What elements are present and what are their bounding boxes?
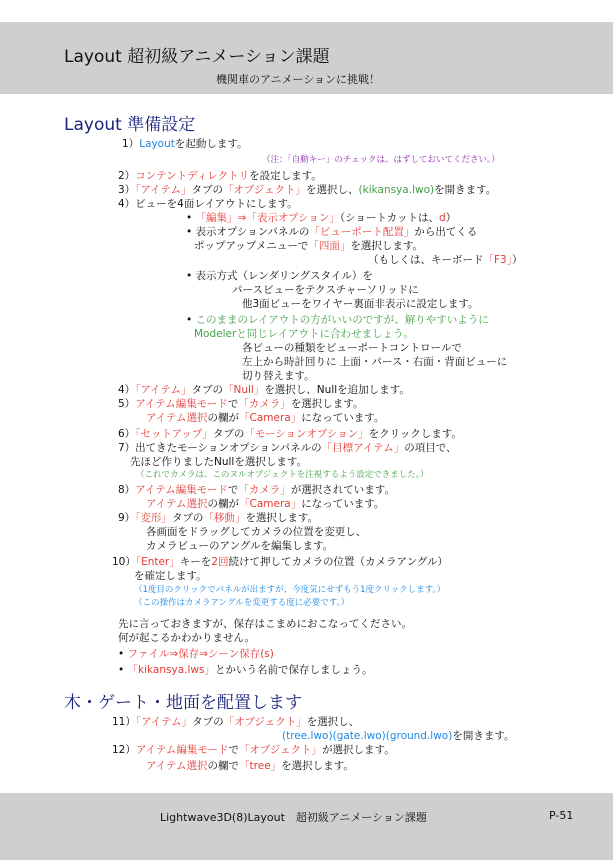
instruction-text: を開きます。	[452, 730, 515, 742]
instruction-text: （ショートカットは、	[339, 212, 440, 224]
instruction-text: （これでカメラは、このヌルオブジェクトを注視するよう設定できました。）	[136, 470, 429, 480]
instruction-text: （この操作はカメラアングルを変更する度に必要です。）	[134, 598, 350, 608]
instruction-text: 左上から時計回りに 上面・パース・右面・背面ビューに	[242, 356, 508, 368]
instruction-line	[242, 370, 315, 383]
instruction-text: 「kikansya.lws」	[127, 664, 215, 676]
instruction-text: 「ビューポート配置」	[309, 226, 415, 238]
instruction-text: コンテントディレクトリ	[135, 170, 250, 182]
instruction-text: •	[186, 314, 196, 326]
section-title-layout-setup: Layout 準備設定	[64, 115, 196, 135]
instruction-line	[186, 314, 489, 327]
instruction-text: 「オブジェクト」	[222, 184, 307, 196]
instruction-text: タブの	[191, 384, 223, 396]
page-title: Layout 超初級アニメーション課題	[64, 47, 330, 67]
instruction-text: Layout	[139, 138, 175, 150]
instruction-text: 何が起こるかわかりません。	[118, 632, 256, 644]
instruction-text: （1度目のクリックでパネルが出ますが、今度気にせずもう1度クリックします。）	[134, 585, 446, 595]
instruction-text: アイテム編集モード	[135, 398, 228, 410]
instruction-line	[194, 240, 423, 253]
instruction-line	[118, 512, 318, 525]
instruction-line	[242, 342, 462, 355]
instruction-text: が選択されています。	[290, 484, 395, 496]
instruction-text: を選択します。	[245, 512, 319, 524]
instruction-text: •	[118, 664, 128, 676]
instruction-text: アイテム編集モード	[135, 484, 228, 496]
instruction-line	[118, 198, 298, 211]
instruction-line	[118, 398, 363, 411]
instruction-line	[146, 412, 384, 425]
instruction-text: ）	[511, 254, 523, 266]
instruction-line	[134, 570, 207, 583]
instruction-line	[118, 442, 457, 455]
instruction-text: を設定します。	[249, 170, 322, 182]
instruction-line	[146, 760, 354, 773]
instruction-text: 5）	[118, 398, 136, 410]
instruction-text: •	[186, 212, 196, 224]
instruction-text: とかいう名前で保存しましょう。	[214, 664, 373, 676]
instruction-line	[232, 284, 419, 297]
instruction-text: 「F3」	[483, 254, 512, 266]
instruction-line	[118, 428, 462, 441]
instruction-text: で	[227, 398, 239, 410]
instruction-text: 「tree」	[239, 760, 282, 772]
instruction-text: 各ビューの種類をビューポートコントロールで	[242, 342, 462, 354]
instruction-text: パースビューをテクスチャーソリッドに	[232, 284, 419, 296]
instruction-text: キーを	[179, 556, 212, 568]
instruction-text: (tree.lwo)(gate.lwo)(ground.lwo)	[282, 730, 453, 742]
instruction-text: • 表示オプションパネルの	[186, 226, 310, 238]
instruction-text: を起動します。	[174, 138, 248, 150]
instruction-text: アイテム選択	[146, 412, 208, 424]
page-number: P-51	[549, 809, 574, 822]
instruction-text: から出てくる	[414, 226, 478, 238]
instruction-text: の欄で	[207, 760, 240, 772]
instruction-text: 「モーションオプション」	[244, 428, 369, 440]
instruction-text: 2回	[211, 556, 229, 568]
instruction-text: 1）	[122, 138, 140, 150]
instruction-line	[122, 138, 248, 151]
instruction-line	[282, 730, 515, 743]
instruction-line	[134, 584, 445, 597]
instruction-text: 「Camera」	[239, 412, 302, 424]
instruction-text: 「アイテム」	[135, 184, 192, 196]
instruction-line	[146, 526, 366, 539]
instruction-text: 他3面ビューをワイヤー裏面非表示に設定します。	[242, 298, 479, 310]
instruction-text: 各画面をドラッグしてカメラの位置を変更し、	[146, 526, 367, 538]
instruction-line	[118, 648, 274, 661]
instruction-line	[242, 356, 507, 369]
instruction-text: 「目標アイテム」	[321, 442, 405, 454]
instruction-text: 「オブジェクト」	[223, 716, 307, 728]
instruction-text: 「カメラ」	[238, 484, 291, 496]
instruction-text: を開きます。	[434, 184, 497, 196]
instruction-text: の項目で、	[404, 442, 457, 454]
instruction-line	[118, 184, 496, 197]
section-title-place-objects: 木・ゲート・地面を配置します	[64, 693, 302, 713]
instruction-text: をクリックします。	[368, 428, 462, 440]
instruction-text: 12）	[112, 744, 136, 756]
instruction-text: （注：「自動キー」のチェックは、はずしておいてください。）	[262, 155, 500, 165]
instruction-line	[134, 597, 349, 610]
instruction-text: 「四面」	[308, 240, 351, 252]
instruction-text: 「アイテム」	[135, 716, 193, 728]
instruction-text: になっています。	[301, 498, 385, 510]
instruction-text: •	[118, 648, 128, 660]
instruction-line	[186, 226, 477, 239]
instruction-text: になっています。	[301, 412, 385, 424]
instruction-text: 6）	[118, 428, 136, 440]
instruction-text: カメラビューのアングルを編集します。	[146, 540, 334, 552]
instruction-text: を確定します。	[134, 570, 207, 582]
instruction-text: が選択します。	[322, 744, 395, 756]
instruction-line	[130, 456, 307, 469]
instruction-line	[186, 212, 456, 225]
instruction-line	[118, 632, 255, 645]
instruction-text: (kikansya.lwo)	[358, 184, 435, 196]
instruction-text: 切り替えます。	[242, 370, 315, 382]
instruction-text: 8）	[118, 484, 136, 496]
instruction-text: 9）	[118, 512, 136, 524]
instruction-text: 続けて押してカメラの位置（カメラアングル）	[228, 556, 449, 568]
instruction-text: 2）	[118, 170, 136, 182]
instruction-text: タブの	[192, 716, 224, 728]
instruction-text: 4）ビューを4面レイアウトにします。	[118, 198, 298, 210]
instruction-text: 3）	[118, 184, 136, 196]
instruction-text: ）	[445, 212, 457, 224]
instruction-text: 「オブジェクト」	[239, 744, 323, 756]
instruction-line	[112, 716, 359, 729]
instruction-text: 「Enter」	[135, 556, 180, 568]
instruction-text: 「Camera」	[239, 498, 302, 510]
instruction-text: 7）出てきたモーションオプションパネルの	[118, 442, 322, 454]
instruction-text: ポップアップメニューで	[194, 240, 309, 252]
footer-text: Lightwave3D(8)Layout 超初級アニメーション課題	[160, 811, 427, 824]
instruction-text: （もしくは、キーボード	[368, 254, 484, 266]
instruction-text: タブの	[212, 428, 245, 440]
instruction-line	[118, 664, 372, 677]
page-header	[0, 22, 613, 94]
instruction-line	[186, 270, 373, 283]
instruction-text: の欄が	[207, 412, 240, 424]
instruction-text: タブの	[191, 184, 223, 196]
instruction-text: で	[227, 484, 239, 496]
instruction-text: の欄が	[207, 498, 240, 510]
instruction-text: 「編集」⇒「表示オプション」	[195, 212, 340, 224]
instruction-text: を選択します。	[350, 240, 424, 252]
instruction-text: 先に言っておきますが、保存はこまめにおこなってください。	[118, 618, 412, 630]
instruction-text: タブの	[171, 512, 204, 524]
instruction-text: を選択します。	[281, 760, 354, 772]
instruction-line	[146, 540, 333, 553]
instruction-line	[262, 154, 500, 167]
instruction-text: d	[439, 212, 446, 224]
instruction-line	[112, 556, 448, 569]
instruction-text: アイテム選択	[146, 498, 208, 510]
instruction-text: 11）	[112, 716, 136, 728]
instruction-text: 先ほど作りましたNullを選択します。	[130, 456, 308, 468]
instruction-line	[242, 298, 479, 311]
instruction-text: 「Null」	[222, 384, 265, 396]
instruction-text: • 表示方式（レンダリングスタイル）を	[186, 270, 373, 282]
instruction-line	[112, 744, 395, 757]
instruction-line	[118, 170, 322, 183]
instruction-text: 「カメラ」	[238, 398, 291, 410]
instruction-line	[118, 618, 412, 631]
instruction-text: 「移動」	[203, 512, 246, 524]
instruction-line	[118, 384, 410, 397]
instruction-text: アイテム選択	[146, 760, 208, 772]
instruction-text: 10）	[112, 556, 136, 568]
instruction-text: を選択し、	[306, 716, 360, 728]
instruction-text: 「アイテム」	[135, 384, 192, 396]
instruction-line	[118, 484, 395, 497]
instruction-text: 「セットアップ」	[135, 428, 213, 440]
instruction-text: を選択し、Nullを追加します。	[264, 384, 410, 396]
instruction-text: ファイル⇒保存⇒シーン保存(s)	[127, 648, 274, 660]
instruction-line	[194, 328, 414, 341]
page-footer	[0, 793, 613, 860]
instruction-text: アイテム編集モード	[135, 744, 229, 756]
instruction-text: 4）	[118, 384, 136, 396]
instruction-text: を選択し、	[306, 184, 359, 196]
instruction-line	[368, 254, 522, 267]
page-subtitle: 機関車のアニメーションに挑戦！	[216, 73, 381, 86]
instruction-text: 「変形」	[135, 512, 172, 524]
instruction-text: を選択します。	[290, 398, 364, 410]
instruction-text: このままのレイアウトの方がいいのですが、解りやすいように	[195, 314, 489, 326]
instruction-line	[136, 469, 429, 482]
instruction-line	[146, 498, 384, 511]
instruction-text: Modelerと同じレイアウトに合わせましょう。	[194, 328, 414, 340]
instruction-text: で	[228, 744, 239, 756]
